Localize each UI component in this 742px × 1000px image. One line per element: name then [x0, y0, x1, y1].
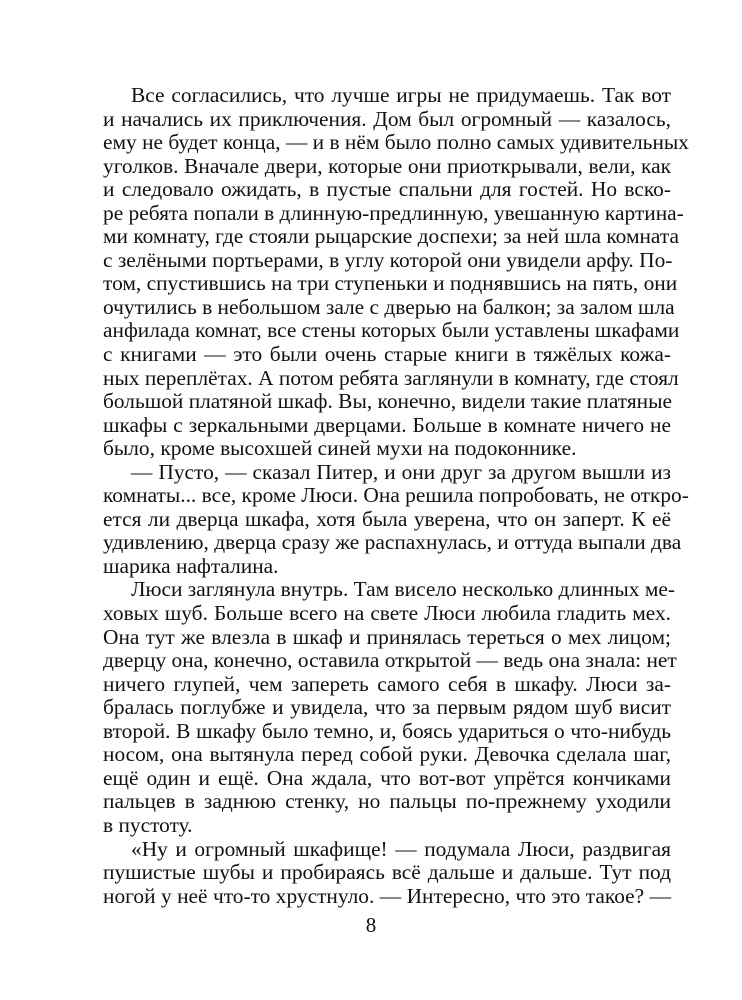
- text-line: Она тут же влезла в шкаф и принялась тереться о мех лицом;: [103, 624, 671, 649]
- text-line: шкафы с зеркальными дверцами. Больше в комнате ничего не: [103, 412, 671, 437]
- text-line: том, спустившись на три ступеньки и поднявшись на пять, они: [103, 271, 678, 296]
- text-line: удивлению, дверца сразу же распахнулась, и оттуда выпали два: [103, 530, 682, 555]
- text-line: — Пусто, — сказал Питер, и они друг за другом вышли из: [131, 459, 671, 484]
- text-line: ховых шуб. Больше всего на свете Люси любила гладить мех.: [103, 601, 671, 626]
- text-line: ре ребята попали в длинную-предлинную, увешанную картина-: [103, 200, 684, 225]
- text-line: и следовало ожидать, в пустые спальни для гостей. Но вско-: [103, 177, 671, 202]
- text-line: второй. В шкафу было темно, и, боясь удариться о что-нибудь: [103, 718, 671, 743]
- text-line: анфилада комнат, все стены которых были уставлены шкафами: [103, 318, 680, 343]
- text-line: было, кроме высохшей синей мухи на подоконнике.: [103, 436, 577, 461]
- body-text: [103, 83, 689, 908]
- text-line: «Ну и огромный шкафище! — подумала Люси, раздвигая: [131, 836, 671, 861]
- text-line: очутились в небольшом зале с дверью на балкон; за залом шла: [103, 294, 675, 319]
- text-line: комнаты... все, кроме Люси. Она решила попробовать, не откро-: [103, 483, 689, 508]
- page-number: 8: [365, 913, 377, 937]
- text-line: с книгами — это были очень старые книги в тяжёлых кожа-: [103, 342, 671, 367]
- text-line: ми комнату, где стояли рыцарские доспехи; за ней шла комната: [103, 224, 679, 249]
- text-line: ется ли дверца шкафа, хотя была уверена, что он заперт. К её: [103, 506, 671, 531]
- text-line: ных переплётах. А потом ребята заглянули в комнату, где стоял: [103, 365, 679, 390]
- text-line: бралась поглубже и увидела, что за первым рядом шуб висит: [103, 695, 671, 720]
- text-line: Люси заглянула внутрь. Там висело несколько длинных ме-: [131, 577, 675, 602]
- text-line: ещё один и ещё. Она ждала, что вот-вот упрётся кончиками: [103, 765, 671, 790]
- text-line: шарика нафталина.: [103, 553, 279, 578]
- text-line: пушистые шубы и пробираясь всё дальше и дальше. Тут под: [103, 860, 671, 885]
- text-line: носом, она вытянула перед собой руки. Девочка сделала шаг,: [103, 742, 671, 767]
- text-line: и начались их приключения. Дом был огромный — казалось,: [103, 106, 671, 131]
- text-line: в пустоту.: [103, 812, 193, 837]
- text-line: большой платяной шкаф. Вы, конечно, видели такие платяные: [103, 389, 672, 414]
- text-line: пальцев в заднюю стенку, но пальцы по-прежнему уходили: [103, 789, 671, 814]
- text-line: ничего глупей, чем запереть самого себя в шкафу. Люси за-: [103, 671, 671, 696]
- text-line: ему не будет конца, — и в нём было полно самых удивительных: [103, 130, 689, 155]
- text-line: дверцу она, конечно, оставила открытой — ведь она знала: нет: [103, 648, 677, 673]
- text-line: уголков. Вначале двери, которые они приоткрывали, вели, как: [103, 153, 671, 178]
- text-line: Все согласились, что лучше игры не придумаешь. Так вот: [131, 83, 671, 107]
- text-line: с зелёными портьерами, в углу которой они увидели арфу. По-: [103, 247, 673, 272]
- text-line: ногой у неё что-то хрустнуло. — Интересно, что это такое? —: [103, 883, 671, 908]
